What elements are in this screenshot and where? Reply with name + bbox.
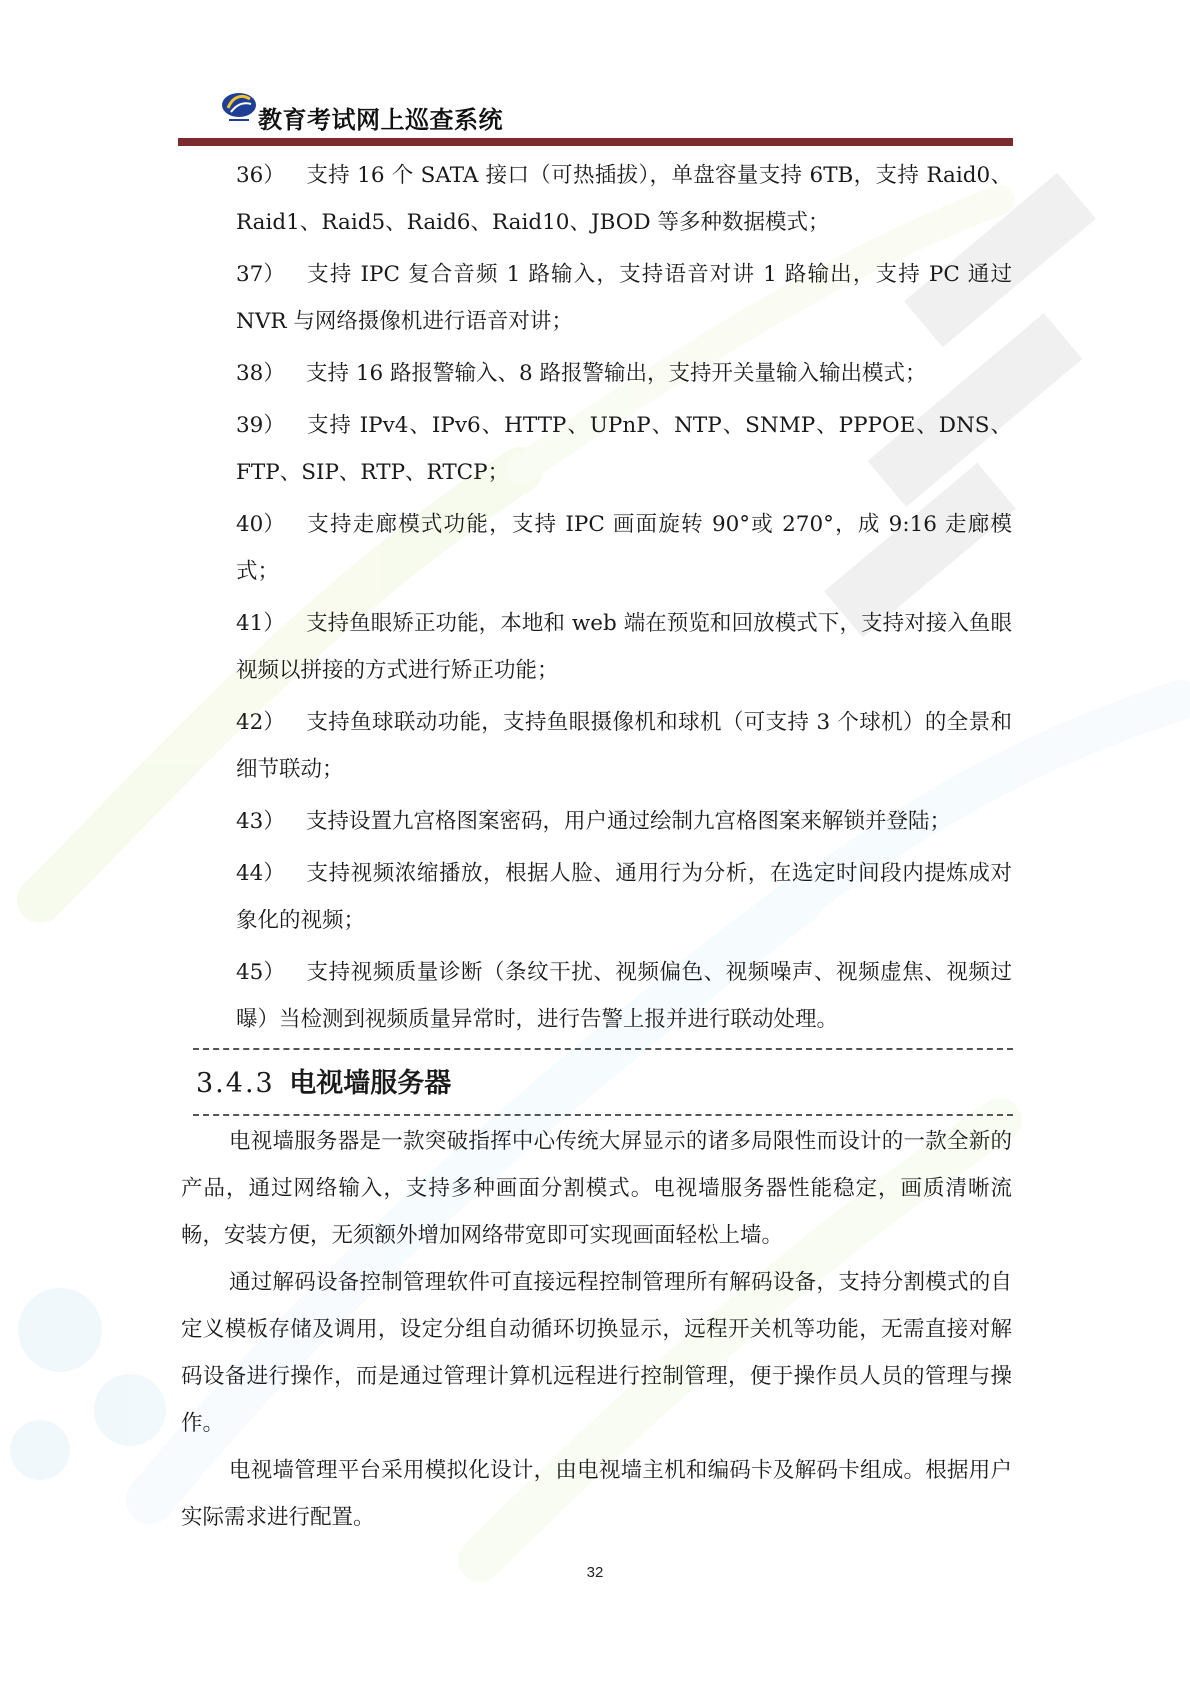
item-number: 39） [236,413,285,438]
item-text: 支持鱼眼矫正功能，本地和 web 端在预览和回放模式下，支持对接入鱼眼视频以拼接的方式进行矫正功能； [236,611,1012,683]
item-text: 支持 IPC 复合音频 1 路输入，支持语音对讲 1 路输出，支持 PC 通过 NVR 与网络摄像机进行语音对讲； [236,262,1012,334]
list-item [236,600,1012,694]
item-number: 40） [236,512,285,537]
section-heading [196,1062,451,1106]
list-item [236,501,1012,595]
item-text: 支持视频质量诊断（条纹干扰、视频偏色、视频噪声、视频虚焦、视频过曝）当检测到视频质量异常时，进行告警上报并进行联动处理。 [236,960,1012,1032]
item-text: 支持鱼球联动功能，支持鱼眼摄像机和球机（可支持 3 个球机）的全景和细节联动； [236,710,1012,782]
list-item [236,152,1012,246]
section-body [181,1118,1012,1541]
item-number: 44） [236,861,285,886]
section-divider-bottom [193,1114,1013,1116]
page-header [178,86,1013,148]
header-rule [178,138,1013,146]
list-item [236,949,1012,1043]
item-text: 支持 16 个 SATA 接口（可热插拔），单盘容量支持 6TB，支持 Raid0、Raid1、Raid5、Raid6、Raid10、JBOD 等多种数据模式； [236,163,1012,235]
item-text: 支持设置九宫格图案密码，用户通过绘制九宫格图案来解锁并登陆； [306,809,952,834]
company-logo-icon [220,90,258,124]
list-item [236,850,1012,944]
paragraph: 电视墙服务器是一款突破指挥中心传统大屏显示的诸多局限性而设计的一款全新的产品，通过网络输入，支持多种画面分割模式。电视墙服务器性能稳定，画质清晰流畅，安装方便，无须额外增加网络带宽即可实现画面轻松上墙。 [181,1129,1012,1248]
item-number: 38） [236,361,285,386]
section-divider-top [193,1048,1013,1050]
header-title: 教育考试网上巡查系统 [258,106,503,134]
item-number: 43） [236,809,285,834]
item-number: 41） [236,611,285,636]
feature-list [236,152,1012,1048]
item-text: 支持视频浓缩播放，根据人脸、通用行为分析，在选定时间段内提炼成对象化的视频； [236,861,1012,933]
list-item [236,798,1012,845]
paragraph: 电视墙管理平台采用模拟化设计，由电视墙主机和编码卡及解码卡组成。根据用户实际需求进行配置。 [181,1458,1012,1530]
item-number: 45） [236,960,285,985]
list-item [236,402,1012,496]
item-text: 支持走廊模式功能，支持 IPC 画面旋转 90°或 270°，成 9:16 走廊模式； [236,512,1012,584]
item-number: 42） [236,710,285,735]
list-item [236,251,1012,345]
paragraph: 通过解码设备控制管理软件可直接远程控制管理所有解码设备，支持分割模式的自定义模板存储及调用，设定分组自动循环切换显示，远程开关机等功能，无需直接对解码设备进行操作，而是通过管理计算机远程进行控制管理，便于操作员人员的管理与操作。 [181,1270,1012,1436]
item-number: 37） [236,262,285,287]
list-item [236,350,1012,397]
section-title: 电视墙服务器 [289,1068,452,1099]
list-item [236,699,1012,793]
page-number: 32 [586,1564,604,1581]
section-number: 3.4.3 [196,1068,275,1099]
item-text: 支持 16 路报警输入、8 路报警输出，支持开关量输入输出模式； [306,361,927,386]
item-text: 支持 IPv4、IPv6、HTTP、UPnP、NTP、SNMP、PPPOE、DNS、FTP、SIP、RTP、RTCP； [236,413,1012,485]
item-number: 36） [236,163,285,188]
